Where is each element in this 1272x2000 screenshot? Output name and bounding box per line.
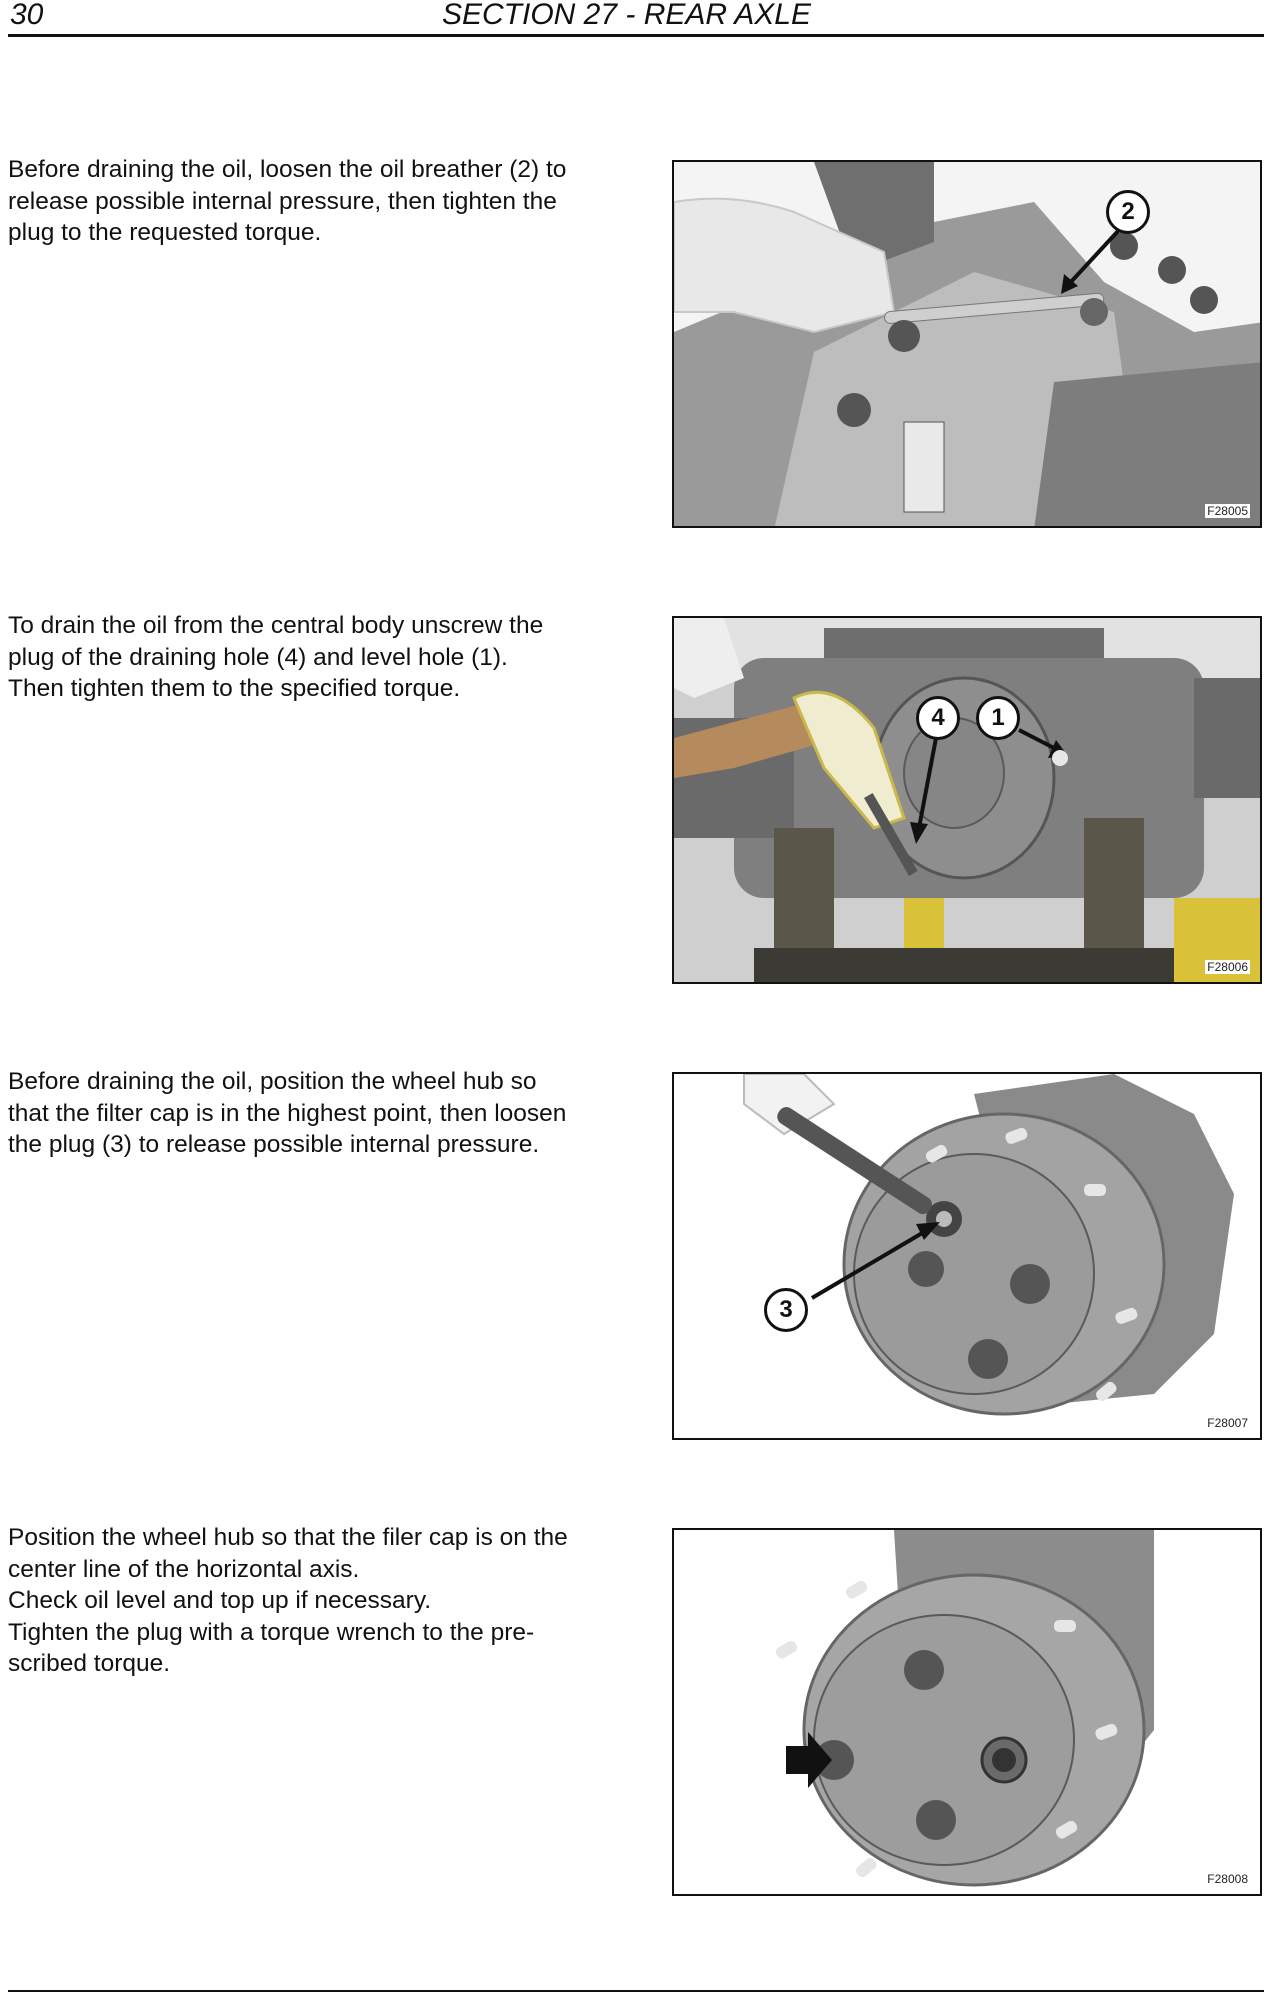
callout-1: 1 bbox=[976, 696, 1020, 740]
wheel-hub-photo bbox=[674, 1074, 1262, 1440]
text-line: Check oil level and top up if necessary. bbox=[8, 1587, 432, 1614]
text-line: the plug (3) to release possible internal pressure. bbox=[8, 1131, 540, 1158]
step-instructions bbox=[8, 154, 600, 249]
callout-4: 4 bbox=[916, 696, 960, 740]
photo-oil-breather bbox=[672, 160, 1262, 528]
axle-central-body-photo bbox=[674, 618, 1262, 984]
photo-central-body-plugs bbox=[672, 616, 1262, 984]
photo-filler-cap-horizontal bbox=[672, 1528, 1262, 1896]
page-number: 30 bbox=[10, 0, 44, 31]
step-instructions bbox=[8, 1522, 600, 1680]
step-block-oil-level bbox=[0, 1522, 1272, 1902]
text-line: Then tighten them to the specified torque. bbox=[8, 675, 461, 702]
text-line: Before draining the oil, position the wheel hub so bbox=[8, 1068, 537, 1095]
text-line: plug of the draining hole (4) and level hole (1). bbox=[8, 643, 508, 671]
axle-housing-photo bbox=[674, 162, 1262, 528]
text-line: scribed torque. bbox=[8, 1650, 171, 1677]
step-instructions bbox=[8, 1066, 600, 1161]
figure-code: F28005 bbox=[1207, 504, 1248, 518]
step-block-wheel-hub-drain bbox=[0, 1066, 1272, 1446]
text-line: release possible internal pressure, then tighten the bbox=[8, 187, 557, 215]
figure-code: F28007 bbox=[1207, 1416, 1248, 1430]
step-block-breather bbox=[0, 154, 1272, 534]
text-line: plug to the requested torque. bbox=[8, 219, 322, 246]
figure-code: F28006 bbox=[1207, 960, 1248, 974]
footer-rule bbox=[8, 1990, 1264, 1992]
page-header bbox=[8, 0, 1264, 37]
text-line: center line of the horizontal axis. bbox=[8, 1555, 360, 1583]
text-line: To drain the oil from the central body unscrew the bbox=[8, 612, 544, 639]
photo-wheel-hub-plug bbox=[672, 1072, 1262, 1440]
text-line: Tighten the plug with a torque wrench to the pre- bbox=[8, 1618, 535, 1646]
callout-2: 2 bbox=[1106, 190, 1150, 234]
section-title: SECTION 27 - REAR AXLE bbox=[442, 0, 811, 31]
callout-3: 3 bbox=[764, 1288, 808, 1332]
text-line: Before draining the oil, loosen the oil breather (2) to bbox=[8, 156, 567, 183]
figure-code: F28008 bbox=[1207, 1872, 1248, 1886]
text-line: that the filter cap is in the highest point, then loosen bbox=[8, 1099, 567, 1127]
step-block-central-body bbox=[0, 610, 1272, 990]
step-instructions bbox=[8, 610, 600, 705]
wheel-hub-level-photo bbox=[674, 1530, 1262, 1896]
text-line: Position the wheel hub so that the filer cap is on the bbox=[8, 1524, 568, 1551]
